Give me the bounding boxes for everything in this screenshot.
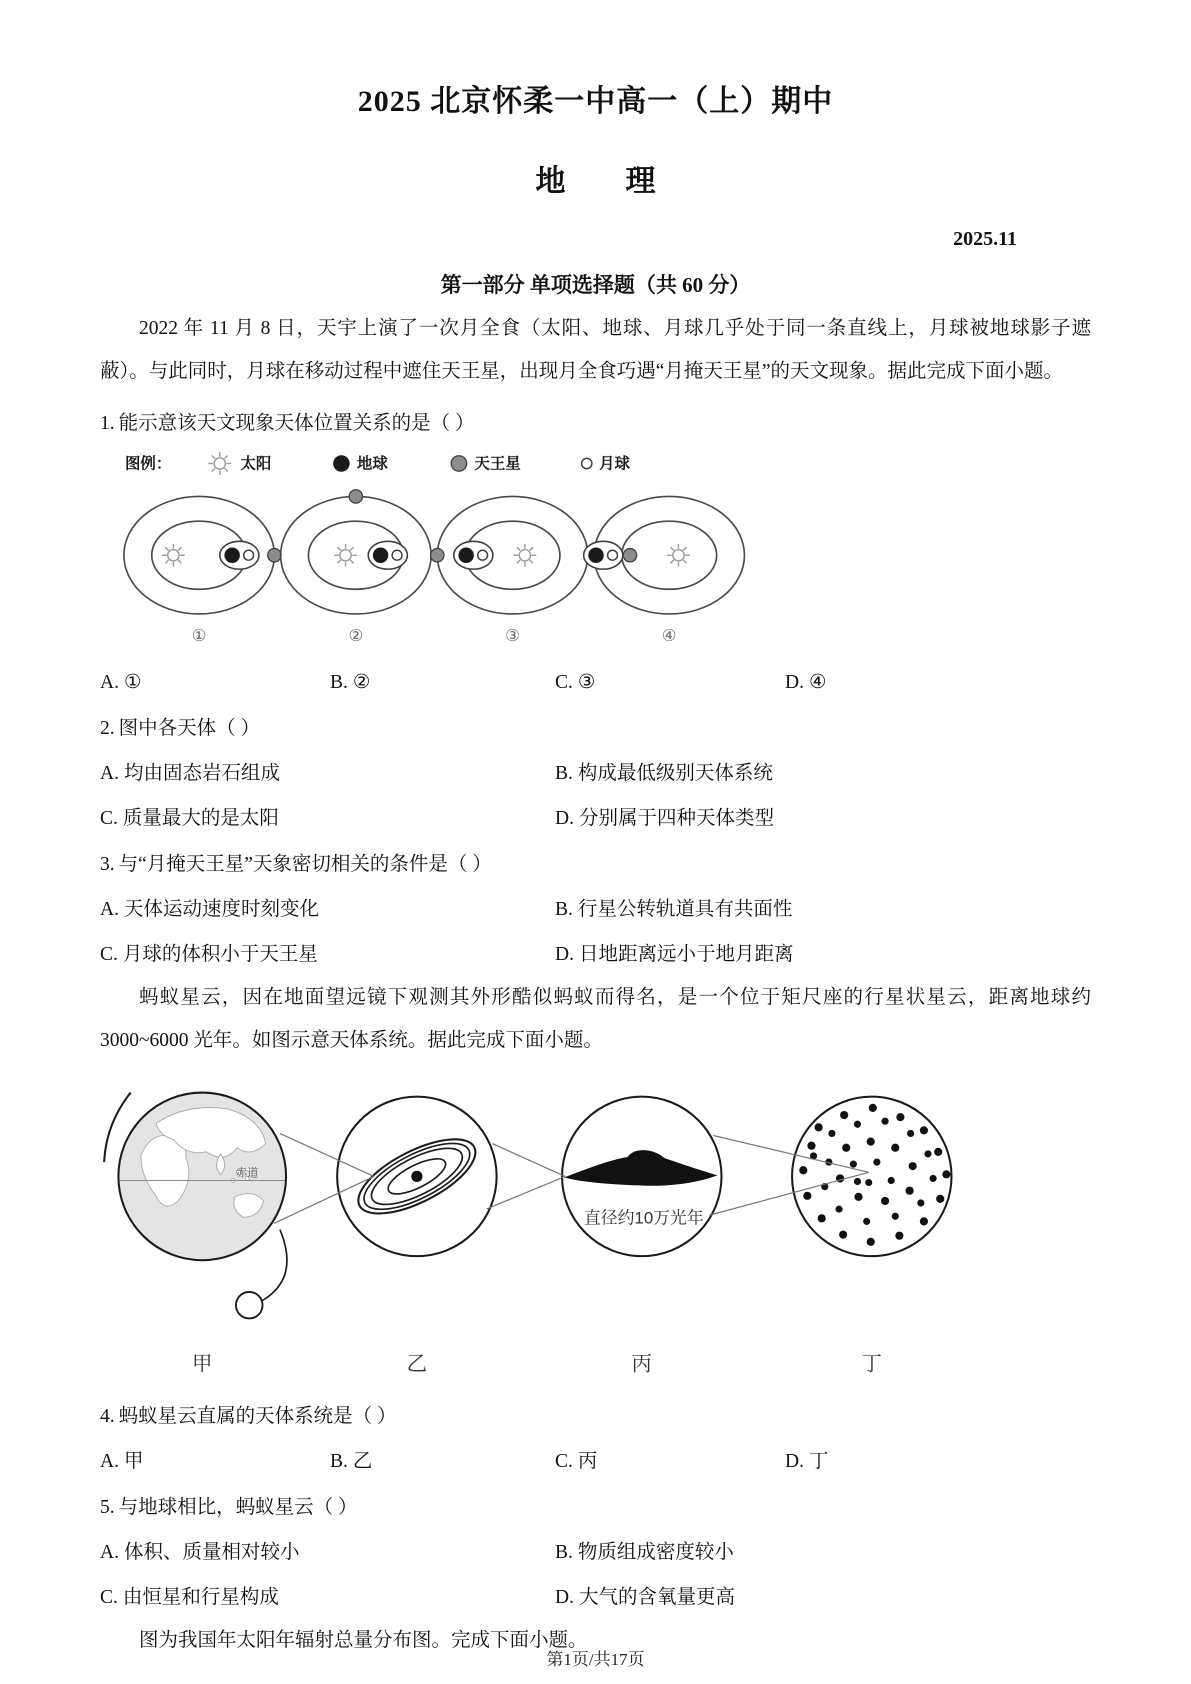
- label-bing: 丙: [631, 1352, 652, 1376]
- option-text: 乙: [352, 1451, 373, 1472]
- diagram-label-3: ③: [505, 626, 520, 645]
- moon-icon: [582, 458, 592, 468]
- option-b: [555, 759, 1091, 789]
- orbit-diagrams-svg: [108, 447, 748, 648]
- option-label: C.: [555, 1451, 573, 1472]
- option-text: ②: [352, 672, 371, 693]
- option-c: [555, 1447, 785, 1477]
- equator-label: 赤道: [235, 1167, 259, 1180]
- option-label: D.: [555, 1587, 574, 1608]
- option-label: D.: [555, 808, 574, 829]
- system-labels: [192, 1353, 882, 1376]
- question-1-stem: [100, 409, 1091, 439]
- page-number-footer: 第1页/共17页: [546, 1650, 645, 1669]
- question-text: 蚂蚁星云直属的天体系统是（ ）: [118, 1406, 397, 1427]
- option-label: D.: [785, 1451, 804, 1472]
- option-label: D.: [785, 672, 804, 693]
- moon-orbit-arc: [262, 1230, 287, 1302]
- option-label: B.: [555, 763, 573, 784]
- legend-earth-label: 地球: [356, 455, 388, 473]
- label-yi: 乙: [406, 1352, 428, 1376]
- option-a: [100, 668, 330, 698]
- orbit-diagram-labels: [192, 627, 677, 645]
- option-text: 大气的含氧量更高: [578, 1587, 735, 1608]
- question-number: 3.: [100, 854, 115, 875]
- option-c: [100, 940, 555, 970]
- option-d: [555, 940, 1091, 970]
- question-number: 5.: [100, 1497, 115, 1518]
- figure-celestial-systems: [100, 1074, 1091, 1386]
- option-text: 日地距离远小于地月距离: [578, 944, 794, 965]
- legend-sun-label: 太阳: [240, 455, 272, 473]
- figure-legend: [125, 452, 631, 475]
- option-text: ①: [123, 672, 142, 693]
- option-b: [555, 895, 1091, 925]
- orbit-diagram-1: [124, 496, 281, 614]
- option-label: A.: [100, 1451, 119, 1472]
- option-label: A.: [100, 763, 119, 784]
- celestial-systems-svg: [100, 1074, 1020, 1381]
- question-text: 图中各天体（ ）: [118, 718, 261, 739]
- option-label: B.: [330, 1451, 348, 1472]
- option-a: [100, 1447, 330, 1477]
- option-b: [330, 1447, 555, 1477]
- option-text: 行星公转轨道具有共面性: [577, 899, 793, 920]
- option-label: B.: [330, 672, 348, 693]
- question-text: 与“月掩天王星”天象密切相关的条件是（ ）: [118, 854, 492, 875]
- orbit-diagram-4: [584, 496, 745, 614]
- orbit-diagram-2: [281, 490, 431, 614]
- subject-title: 地 理: [535, 165, 656, 198]
- section-heading: 第一部分 单项选择题（共 60 分）: [440, 273, 751, 297]
- passage-lunar-eclipse: 2022 年 11 月 8 日，天宇上演了一次月全食（太阳、地球、月球几乎处于同一条直线上，月球被地球影子遮蔽）。与此同时，月球在移动过程中遮住天王星，出现月全食巧遇“月掩天王星”的天文现象。据此完成下面小题。: [100, 318, 1091, 382]
- moon-circle: [236, 1292, 263, 1319]
- orbit-diagram-3: [431, 496, 588, 614]
- option-text: ③: [577, 672, 596, 693]
- question-2-options: [100, 759, 1091, 834]
- question-3-stem: [100, 850, 1091, 880]
- passage-ant-nebula: 蚂蚁星云，因在地面望远镜下观测其外形酷似蚂蚁而得名，是一个位于矩尺座的行星状星云，距离地球约 3000~6000 光年。如图示意天体系统。据此完成下面小题。: [100, 987, 1091, 1051]
- question-number: 2.: [100, 718, 115, 739]
- sun-icon: [208, 452, 231, 475]
- option-d: [555, 804, 1091, 834]
- earth-icon: [333, 455, 349, 471]
- circle-jia-earth: [104, 1093, 287, 1319]
- passage-solar-radiation: 图为我国年太阳年辐射总量分布图。完成下面小题。: [139, 1630, 588, 1651]
- option-text: ④: [808, 672, 827, 693]
- circle-bing-galaxy: [562, 1097, 721, 1256]
- option-text: 构成最低级别天体系统: [577, 763, 773, 784]
- option-label: D.: [555, 944, 574, 965]
- circle-yi-solar-system: [337, 1097, 496, 1256]
- label-ding: 丁: [861, 1352, 882, 1376]
- option-label: B.: [555, 1542, 573, 1563]
- option-label: C.: [100, 1587, 118, 1608]
- option-text: 质量最大的是太阳: [122, 808, 279, 829]
- option-text: 月球的体积小于天王星: [122, 944, 318, 965]
- option-a: [100, 759, 555, 789]
- question-4-options: [100, 1447, 1091, 1477]
- option-label: A.: [100, 899, 119, 920]
- circle-ding-star-field: [792, 1097, 951, 1256]
- option-a: [100, 895, 555, 925]
- option-c: [100, 1583, 555, 1613]
- option-text: 甲: [123, 1451, 144, 1472]
- option-text: 丙: [577, 1451, 598, 1472]
- option-label: A.: [100, 672, 119, 693]
- option-a: [100, 1538, 555, 1568]
- option-label: A.: [100, 1542, 119, 1563]
- option-text: 天体运动速度时刻变化: [123, 899, 319, 920]
- option-c: [555, 668, 785, 698]
- question-1-options: [100, 668, 1091, 698]
- option-b: [555, 1538, 1091, 1568]
- question-3-options: [100, 895, 1091, 970]
- page-title: 2025 北京怀柔一中高一（上）期中: [357, 85, 834, 118]
- galaxy-diameter-label: 直径约10万光年: [583, 1208, 704, 1228]
- option-text: 体积、质量相对较小: [123, 1542, 300, 1563]
- option-label: B.: [555, 899, 573, 920]
- question-number: 4.: [100, 1406, 115, 1427]
- option-text: 丁: [808, 1451, 829, 1472]
- option-label: C.: [100, 808, 118, 829]
- uranus-icon: [451, 456, 466, 471]
- option-c: [100, 804, 555, 834]
- sun-dot: [411, 1171, 422, 1182]
- exam-date: 2025.11: [953, 228, 1017, 250]
- option-label: C.: [555, 672, 573, 693]
- legend-uranus-label: 天王星: [474, 455, 521, 473]
- option-d: [555, 1583, 1091, 1613]
- question-2-stem: [100, 714, 1091, 744]
- legend-title: 图例：: [124, 455, 172, 473]
- question-text: 与地球相比，蚂蚁星云（ ）: [118, 1497, 358, 1518]
- question-4-stem: [100, 1402, 1091, 1432]
- question-5-stem: [100, 1493, 1091, 1523]
- diagram-label-1: ①: [191, 626, 207, 645]
- option-d: [785, 668, 1091, 698]
- option-text: 由恒星和行星构成: [122, 1587, 279, 1608]
- legend-moon-label: 月球: [599, 455, 631, 473]
- option-b: [330, 668, 555, 698]
- option-text: 物质组成密度较小: [577, 1542, 734, 1563]
- question-text: 能示意该天文现象天体位置关系的是（ ）: [118, 413, 475, 434]
- diagram-label-2: ②: [348, 626, 364, 645]
- question-5-options: [100, 1538, 1091, 1613]
- question-number: 1.: [100, 413, 115, 434]
- option-label: C.: [100, 944, 118, 965]
- option-text: 均由固态岩石组成: [123, 763, 280, 784]
- figure-orbit-diagrams: [108, 447, 1091, 653]
- diagram-label-4: ④: [661, 626, 677, 645]
- option-text: 分别属于四种天体类型: [578, 808, 774, 829]
- label-jia: 甲: [192, 1352, 213, 1376]
- option-d: [785, 1447, 1091, 1477]
